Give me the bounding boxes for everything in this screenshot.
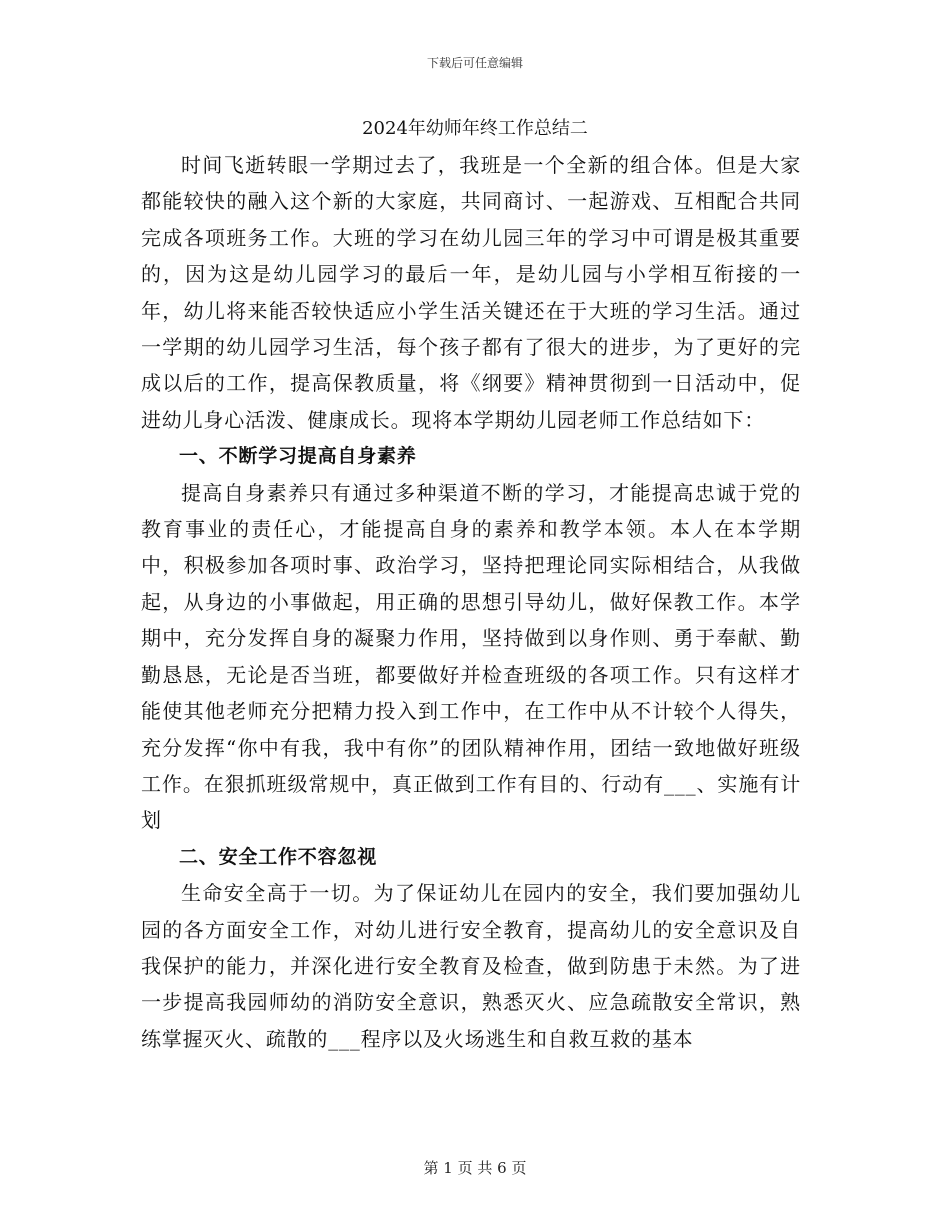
document-body [141,147,801,1057]
header-note: 下载后可任意编辑 [426,56,523,70]
document-title: 2024年幼师年终工作总结二 [362,118,588,139]
section-heading-1: 一、不断学习提高自身素养 [179,445,417,468]
section-2-paragraph: 生命安全高于一切。为了保证幼儿在园内的安全，我们要加强幼儿园的各方面安全工作，对幼儿进行安全教育，提高幼儿的安全意识及自我保护的能力，并深化进行安全教育及检查，做到防患于未然。为了进一步提高我园师幼的消防安全意识，熟悉灭火、应急疏散安全常识，熟练掌握灭火、疏散的___程序以及火场逃生和自救互救的基本 [141,881,801,1051]
intro-paragraph: 时间飞逝转眼一学期过去了，我班是一个全新的组合体。但是大家都能较快的融入这个新的大家庭，共同商讨、一起游戏、互相配合共同完成各项班务工作。大班的学习在幼儿园三年的学习中可谓是极其重要的，因为这是幼儿园学习的最后一年，是幼儿园与小学相互衔接的一年，幼儿将来能否较快适应小学生活关键还在于大班的学习生活。通过一学期的幼儿园学习生活，每个孩子都有了很大的进步，为了更好的完成以后的工作，提高保教质量，将《纲要》精神贯彻到一日活动中，促进幼儿身心活泼、健康成长。现将本学期幼儿园老师工作总结如下： [141,153,801,432]
section-heading-2: 二、安全工作不容忽视 [179,845,378,868]
page-footer: 第 1 页 共 6 页 [423,1159,527,1177]
section-1-paragraph: 提高自身素养只有通过多种渠道不断的学习，才能提高忠诚于党的教育事业的责任心，才能提高自身的素养和教学本领。本人在本学期中，积极参加各项时事、政治学习，坚持把理论同实际相结合，从我做起，从身边的小事做起，用正确的思想引导幼儿，做好保教工作。本学期中，充分发挥自身的凝聚力作用，坚持做到以身作则、勇于奉献、勤勤恳恳，无论是否当班，都要做好并检查班级的各项工作。只有这样才能使其他老师充分把精力投入到工作中，在工作中从不计较个人得失，充分发挥“你中有我，我中有你”的团队精神作用，团结一致地做好班级工作。在狠抓班级常规中，真正做到工作有目的、行动有___、实施有计划 [141,480,801,833]
